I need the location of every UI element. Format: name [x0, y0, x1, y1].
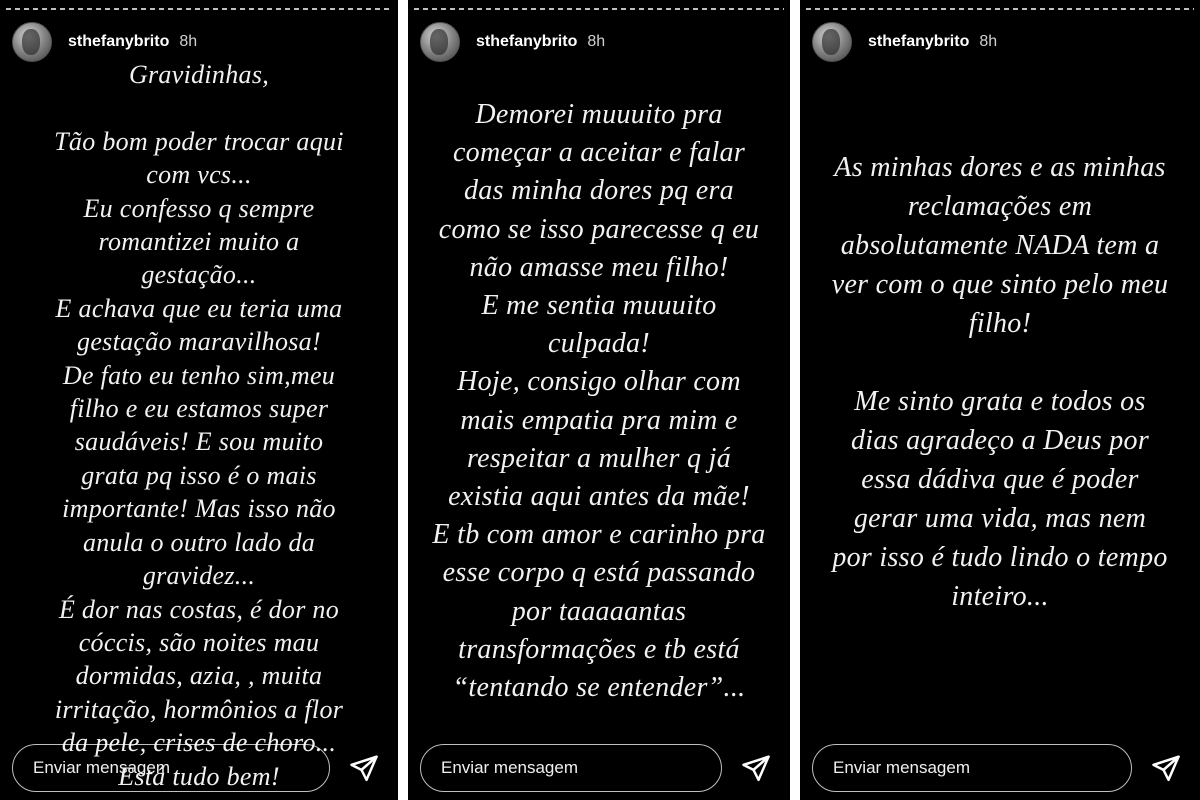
- story-panel-3: [800, 0, 1200, 800]
- post-time: 8h: [587, 33, 606, 50]
- story-panel-1: [0, 0, 398, 800]
- send-button[interactable]: [342, 746, 386, 790]
- message-input[interactable]: [12, 744, 330, 792]
- username[interactable]: sthefanybrito: [476, 33, 578, 50]
- story-progress-bar: [6, 8, 392, 10]
- story-text: As minhas dores e as minhas reclamações em absolutamente NADA tem a ver com o que sinto pelo meu filho! Me sinto grata e todos os dias agradeço a Deus por essa dádiva que é poder gerar uma vida, mas nem por isso é tudo lindo o tempo inteiro...: [831, 152, 1169, 612]
- profile-avatar[interactable]: [12, 22, 52, 62]
- post-time: 8h: [979, 33, 998, 50]
- username[interactable]: sthefanybrito: [868, 33, 970, 50]
- profile-avatar[interactable]: [420, 22, 460, 62]
- post-time: 8h: [179, 33, 198, 50]
- send-button[interactable]: [1144, 746, 1188, 790]
- story-text: Gravidinhas, Tão bom poder trocar aqui com vcs... Eu confesso q sempre romantizei muito a gestação... E achava que eu teria uma gestação maravilhosa! De fato eu tenho sim,meu filho e eu estamos super saudáveis! E sou muito grata pq isso é o mais importante! Mas isso não anula o outro lado da gravidez... É dor nas costas, é dor no cóccis, são noites mau dormidas, azia, , muita irritação, hormônios a flor da pele, crises de choro... Está tudo bem!: [54, 60, 344, 791]
- story-progress-bar: [806, 8, 1194, 10]
- story-footer: [12, 742, 386, 794]
- story-footer: [420, 742, 778, 794]
- paper-plane-icon: [349, 753, 379, 783]
- username[interactable]: sthefanybrito: [68, 33, 170, 50]
- story-text: Demorei muuuito pra começar a aceitar e falar das minha dores pq era como se isso parecesse q eu não amasse meu filho! E me sentia muuuito culpada! Hoje, consigo olhar com mais empatia pra mim e respeitar a mulher q já existia aqui antes da mãe! E tb com amor e carinho pra esse corpo q está passando por taaaaantas transformações e tb está “tentando se entender”...: [432, 99, 766, 704]
- message-input[interactable]: [420, 744, 722, 792]
- story-progress-bar: [414, 8, 784, 10]
- story-header: [812, 22, 1188, 62]
- story-header: [420, 22, 778, 62]
- story-panel-2: [408, 0, 790, 800]
- story-footer: [812, 742, 1188, 794]
- paper-plane-icon: [741, 753, 771, 783]
- message-input[interactable]: [812, 744, 1132, 792]
- story-header: [12, 22, 386, 62]
- send-button[interactable]: [734, 746, 778, 790]
- paper-plane-icon: [1151, 753, 1181, 783]
- profile-avatar[interactable]: [812, 22, 852, 62]
